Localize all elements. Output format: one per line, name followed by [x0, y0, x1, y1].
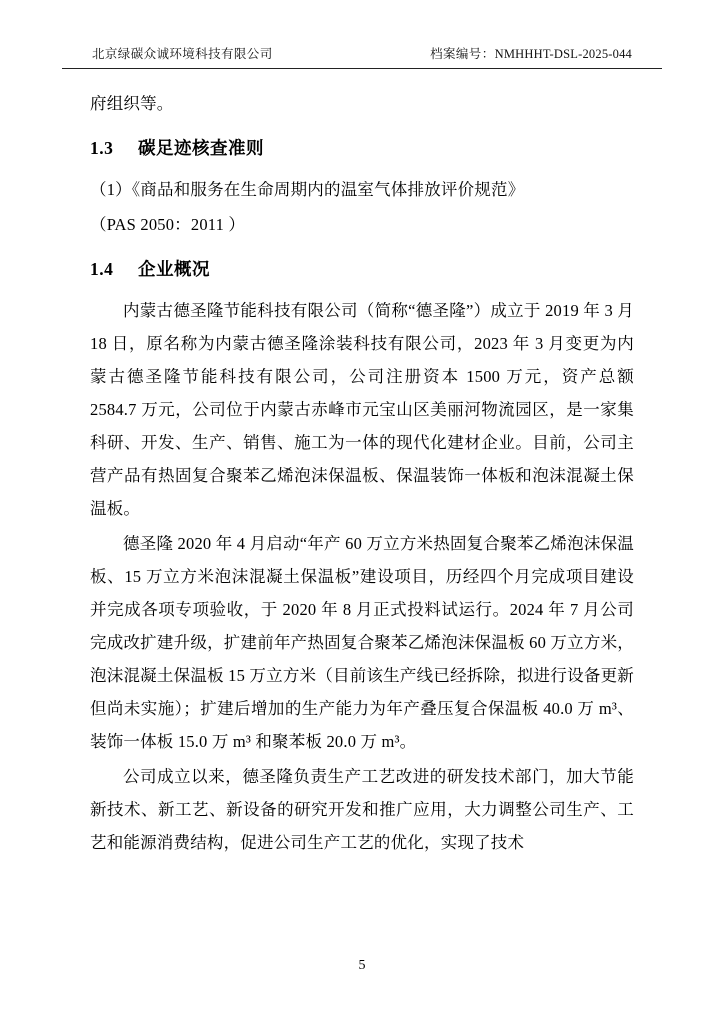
document-body: [62, 69, 662, 859]
continued-paragraph: 府组织等。: [90, 94, 174, 113]
header-archive-number: [430, 44, 632, 62]
heading-1-4-title: 企业概况: [138, 259, 210, 279]
archive-code: NMHHHT-DSL-2025-044: [494, 47, 632, 61]
page-header: [62, 44, 662, 69]
archive-label: 档案编号：: [430, 47, 495, 61]
standard-reference-item: （1）《商品和服务在生命周期内的温室气体排放评价规范》: [90, 180, 525, 199]
heading-1-3: [90, 133, 634, 163]
header-company-name: 北京绿碳众诚环境科技有限公司: [92, 47, 273, 61]
company-overview-paragraph-3: 公司成立以来，德圣隆负责生产工艺改进的研发技术部门，加大节能新技术、新工艺、新设备的研究开发和推广应用，大力调整公司生产、工艺和能源消费结构，促进公司生产工艺的优化，实现了技术: [90, 767, 634, 852]
page-number: 5: [358, 958, 366, 973]
heading-1-4: [90, 254, 634, 284]
page-footer: [0, 958, 724, 974]
heading-1-3-number: 1.3: [90, 138, 114, 158]
company-overview-paragraph-2: 德圣隆 2020 年 4 月启动“年产 60 万立方米热固复合聚苯乙烯泡沫保温板、15 万立方米泡沫混凝土保温板”建设项目，历经四个月完成项目建设并完成各项专项验收，于 2020 年 8 月正式投料试运行。2024 年 7 月公司完成改扩建升级，扩建前年产热固复合聚苯乙烯泡沫保温板 60 万立方米，泡沫混凝土保温板 15 万立方米（目前该生产线已经拆除，拟进行设备更新但尚未实施）；扩建后增加的生产能力为年产叠压复合保温板 40.0 万 m³、装饰一体板 15.0 万 m³ 和聚苯板 20.0 万 m³。: [90, 534, 634, 751]
company-overview-paragraph-1: 内蒙古德圣隆节能科技有限公司（简称“德圣隆”）成立于 2019 年 3 月 18 日，原名称为内蒙古德圣隆涂装科技有限公司，2023 年 3 月变更为内蒙古德圣隆节能科技有限公司，公司注册资本 1500 万元，资产总额 2584.7 万元，公司位于内蒙古赤峰市元宝山区美丽河物流园区，是一家集科研、开发、生产、销售、施工为一体的现代化建材企业。目前，公司主营产品有热固复合聚苯乙烯泡沫保温板、保温装饰一体板和泡沫混凝土保温板。: [90, 301, 634, 518]
standard-reference-item-continued: （PAS 2050：2011 ）: [90, 215, 246, 234]
heading-1-3-title: 碳足迹核查准则: [138, 138, 264, 158]
heading-1-4-number: 1.4: [90, 259, 114, 279]
